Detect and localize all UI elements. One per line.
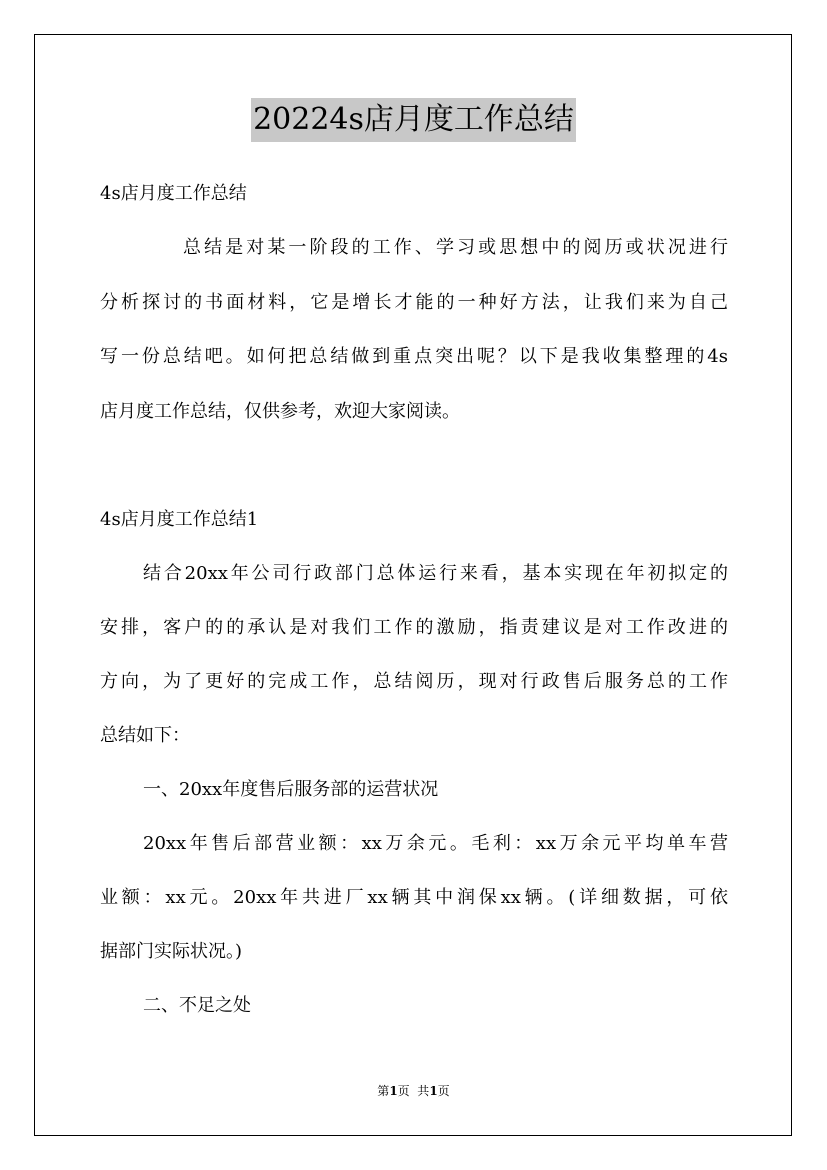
item-heading: 二、不足之处 — [143, 995, 251, 1016]
intro-line: 写一份总结吧。如何把总结做到重点突出呢？以下是我收集整理的4s — [100, 346, 728, 367]
footer-mid: 页 共 — [397, 1084, 430, 1098]
section-paragraph-line: 总结如下： — [100, 725, 190, 746]
intro-line: 分析探讨的书面材料，它是增长才能的一种好方法，让我们来为自己 — [100, 292, 728, 313]
item-paragraph-line: 业额：xx元。20xx年共进厂xx辆其中润保xx辆。(详细数据，可依 — [100, 887, 728, 908]
section-heading: 4s店月度工作总结1 — [100, 509, 259, 530]
footer-page-total: 1 — [429, 1084, 438, 1098]
document-subtitle: 4s店月度工作总结 — [100, 183, 247, 204]
intro-line: 店月度工作总结，仅供参考，欢迎大家阅读。 — [100, 401, 460, 422]
section-paragraph-line: 结合20xx年公司行政部门总体运行来看，基本实现在年初拟定的 — [143, 563, 728, 584]
title-container — [0, 98, 827, 142]
intro-line: 总结是对某一阶段的工作、学习或思想中的阅历或状况进行 — [183, 237, 728, 258]
footer-page-number: 1 — [389, 1084, 398, 1098]
section-paragraph-line: 方向，为了更好的完成工作，总结阅历，现对行政售后服务总的工作 — [100, 671, 728, 692]
item-paragraph-line: 20xx年售后部营业额：xx万余元。毛利：xx万余元平均单车营 — [143, 833, 728, 854]
footer-suffix: 页 — [437, 1084, 450, 1098]
footer-prefix: 第 — [377, 1084, 390, 1098]
page-footer — [0, 1081, 827, 1101]
item-heading: 一、20xx年度售后服务部的运营状况 — [143, 779, 439, 800]
item-paragraph-line: 据部门实际状况。) — [100, 941, 243, 962]
document-title: 20224s店月度工作总结 — [251, 98, 576, 142]
section-paragraph-line: 安排，客户的的承认是对我们工作的激励，指责建议是对工作改进的 — [100, 617, 728, 638]
